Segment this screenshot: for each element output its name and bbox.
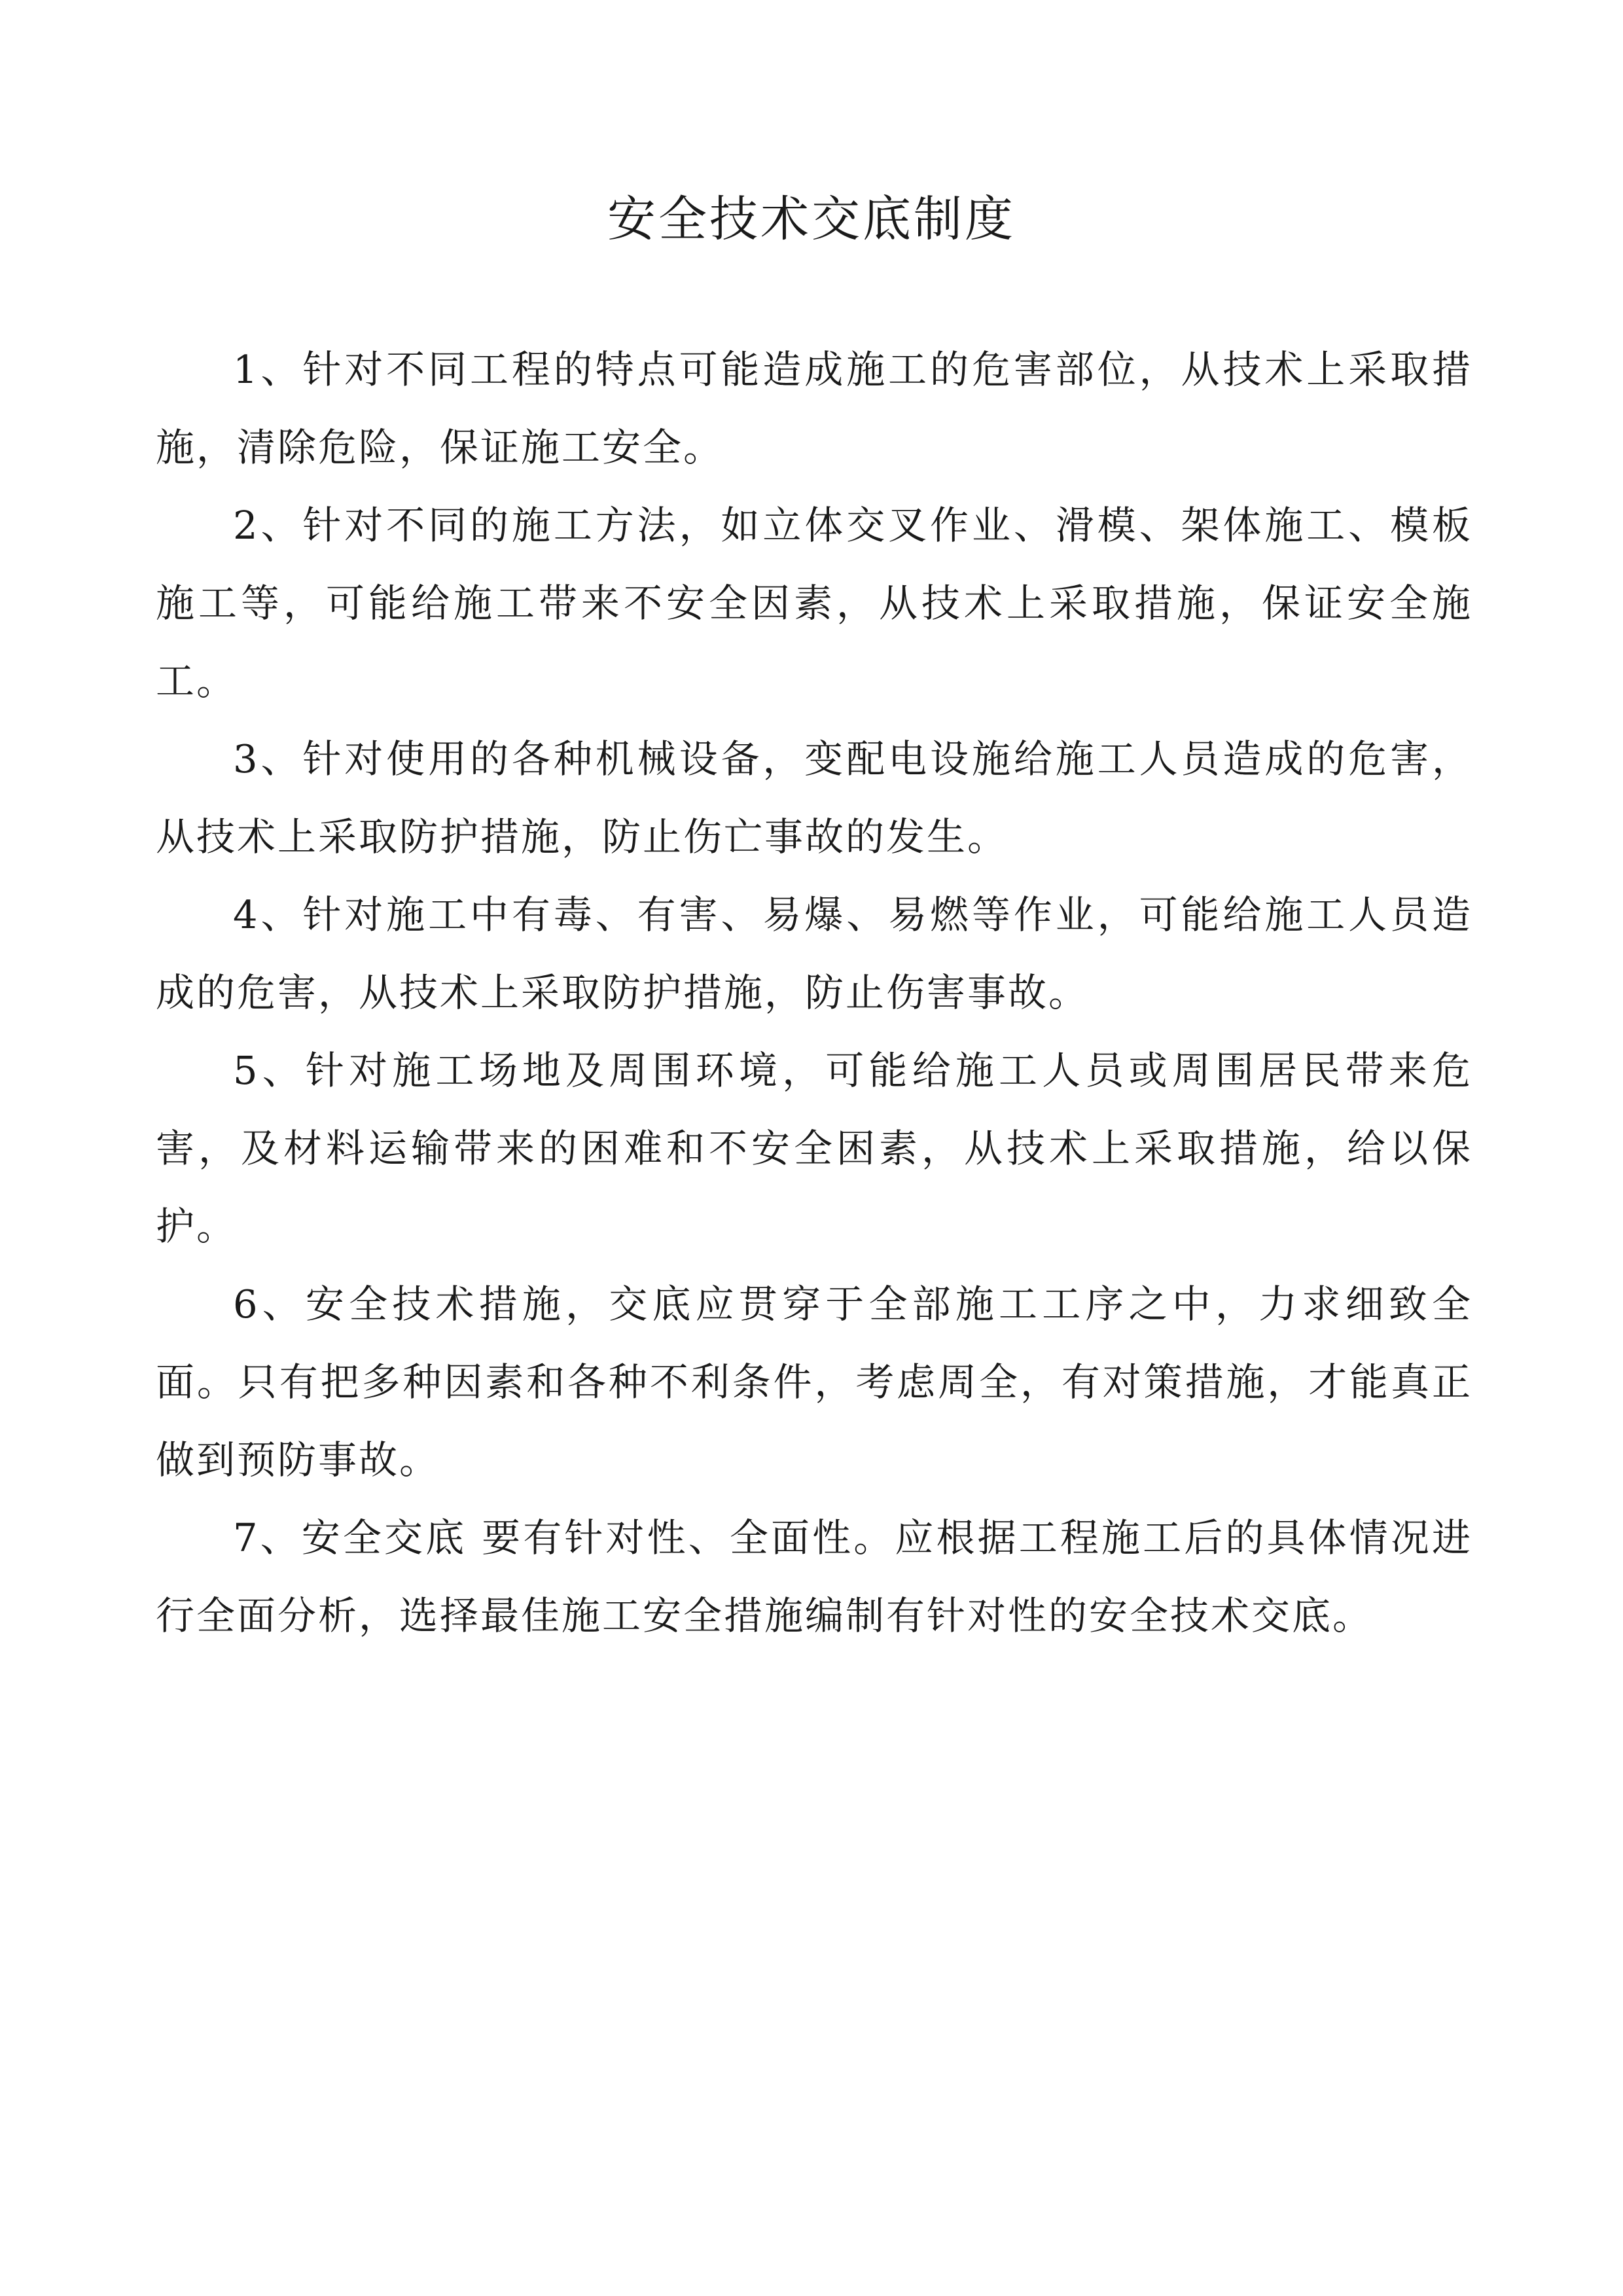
clause-2: 2、针对不同的施工方法，如立体交叉作业、滑模、架体施工、模板施工等，可能给施工带来不安全因素，从技术上采取措施，保证安全施工。 [156,503,1472,704]
clause-6: 6、安全技术措施，交底应贯穿于全部施工工序之中，力求细致全面。只有把多种因素和各种不利条件，考虑周全，有对策措施，才能真正做到预防事故。 [156,1282,1472,1482]
clause-7: 7、安全交底 要有针对性、全面性。应根据工程施工后的具体情况进行全面分析，选择最佳施工安全措施编制有针对性的安全技术交底。 [156,1515,1472,1638]
clause-5: 5、针对施工场地及周围环境，可能给施工人员或周围居民带来危害，及材料运输带来的困难和不安全困素，从技术上采取措施，给以保护。 [156,1048,1472,1249]
clause-1: 1、针对不同工程的特点可能造成施工的危害部位，从技术上采取措施，清除危险，保证施工安全。 [156,347,1472,470]
clause-3: 3、针对使用的各种机械设备，变配电设施给施工人员造成的危害，从技术上采取防护措施，防止伤亡事故的发生。 [156,736,1472,859]
clause-4: 4、针对施工中有毒、有害、易爆、易燃等作业，可能给施工人员造成的危害，从技术上采取防护措施，防止伤害事故。 [156,892,1472,1015]
document-body [156,331,1472,1655]
page-title: 安全技术交底制度 [607,191,1016,247]
